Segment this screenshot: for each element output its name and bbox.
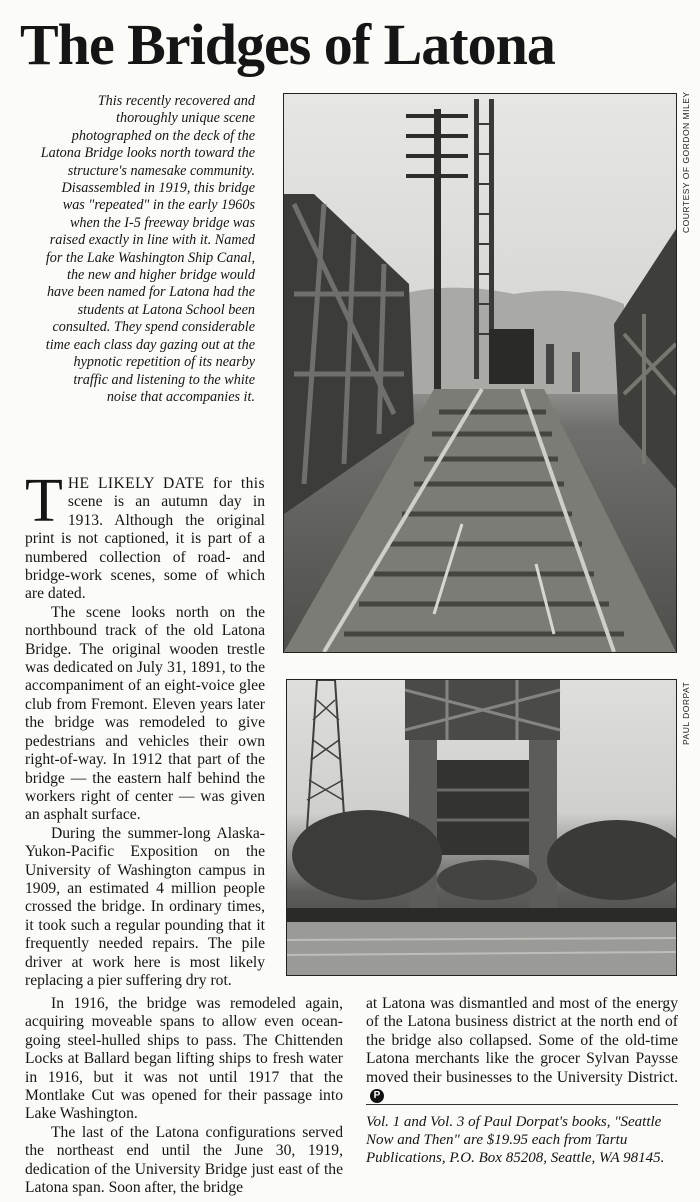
divider — [366, 1104, 678, 1105]
modern-bridge-photo — [286, 679, 677, 976]
article-paragraph-2: The scene looks north on the northbound track of the old Latona Bridge. The original wooden trestle was dedicated on July 31, 1891, to the accompaniment of an eight-voice glee club from Fremont. Eleven years later the bridge was remodeled to give pedestrians and vehicles their own right-of-way. In 1912 that part of the bridge — the eastern half behind the workers right of center — was given an asphalt surface. — [25, 603, 265, 824]
paragraph-1-rest: scene is an autumn day in 1913. Although the original print is not captioned, it is part of a numbered collection of road- and bridge-work scenes, some of which are dated. — [25, 493, 265, 603]
article-paragraph-1 — [25, 467, 265, 604]
paragraph-6-text: at Latona was dismantled and most of the energy of the Latona business district at the north end of the bridge also collapsed. Some of the old-time Latona merchants like the grocer Sylvan Paysse moved their businesses to the University District. — [366, 995, 678, 1086]
article-paragraph-6 — [366, 995, 678, 1105]
article-paragraph-5: The last of the Latona configurations served the northeast end until the June 30, 1919, dedication of the University Bridge just east of the Latona span. Soon after, the bridge — [25, 1123, 343, 1197]
modern-photo-credit: PAUL DORPAT — [681, 681, 691, 745]
historic-bridge-photo — [283, 93, 677, 653]
historic-photo-credit: COURTESY OF GORDON MILEY — [681, 91, 691, 233]
article-paragraph-3: During the summer-long Alaska-Yukon-Pacific Exposition on the University of Washington campus in 1909, an estimated 4 million people crossed the bridge. In ordinary times, it took such a regular pounding that it frequently needed repairs. The pile driver at work here is most likely replacing a pier suffering dry rot. — [25, 824, 265, 989]
article-column-right — [366, 995, 678, 1105]
page-title: The Bridges of Latona — [20, 12, 555, 77]
intro-caption: This recently recovered and thoroughly unique scene photographed on the deck of the Latona Bridge looks north toward the structure's namesake community. Disassembled in 1919, this bridge was "repeated" in the early 1960s when the I-5 freeway bridge was raised exactly in line with it. Named for the Lake Washington Ship Canal, the new and higher bridge would have been named for Latona had the students at Latona School been consulted. They spend considerable time each class day gazing out at the hypnotic repetition of its nearby traffic and listening to the white noise that accompanies it. — [40, 93, 255, 405]
drop-cap: T — [25, 467, 63, 535]
article-column-lower — [25, 995, 343, 1197]
book-promo: Vol. 1 and Vol. 3 of Paul Dorpat's books, "Seattle Now and Then" are $19.95 each from Tartu Publications, P.O. Box 85208, Seattle, WA 98145. — [366, 1114, 665, 1166]
article-column-left — [25, 467, 265, 990]
end-mark-icon: P — [370, 1089, 384, 1103]
lead-in-caps: HE LIKELY DATE for this — [67, 475, 265, 492]
article-paragraph-4: In 1916, the bridge was remodeled again, acquiring moveable spans to allow even ocean-going steel-hulled ships to pass. The Chittenden Locks at Ballard began lifting ships to fresh water in 1916, but it was not until 1917 that the Montlake Cut was opened for their passage into Lake Washington. — [25, 995, 343, 1123]
